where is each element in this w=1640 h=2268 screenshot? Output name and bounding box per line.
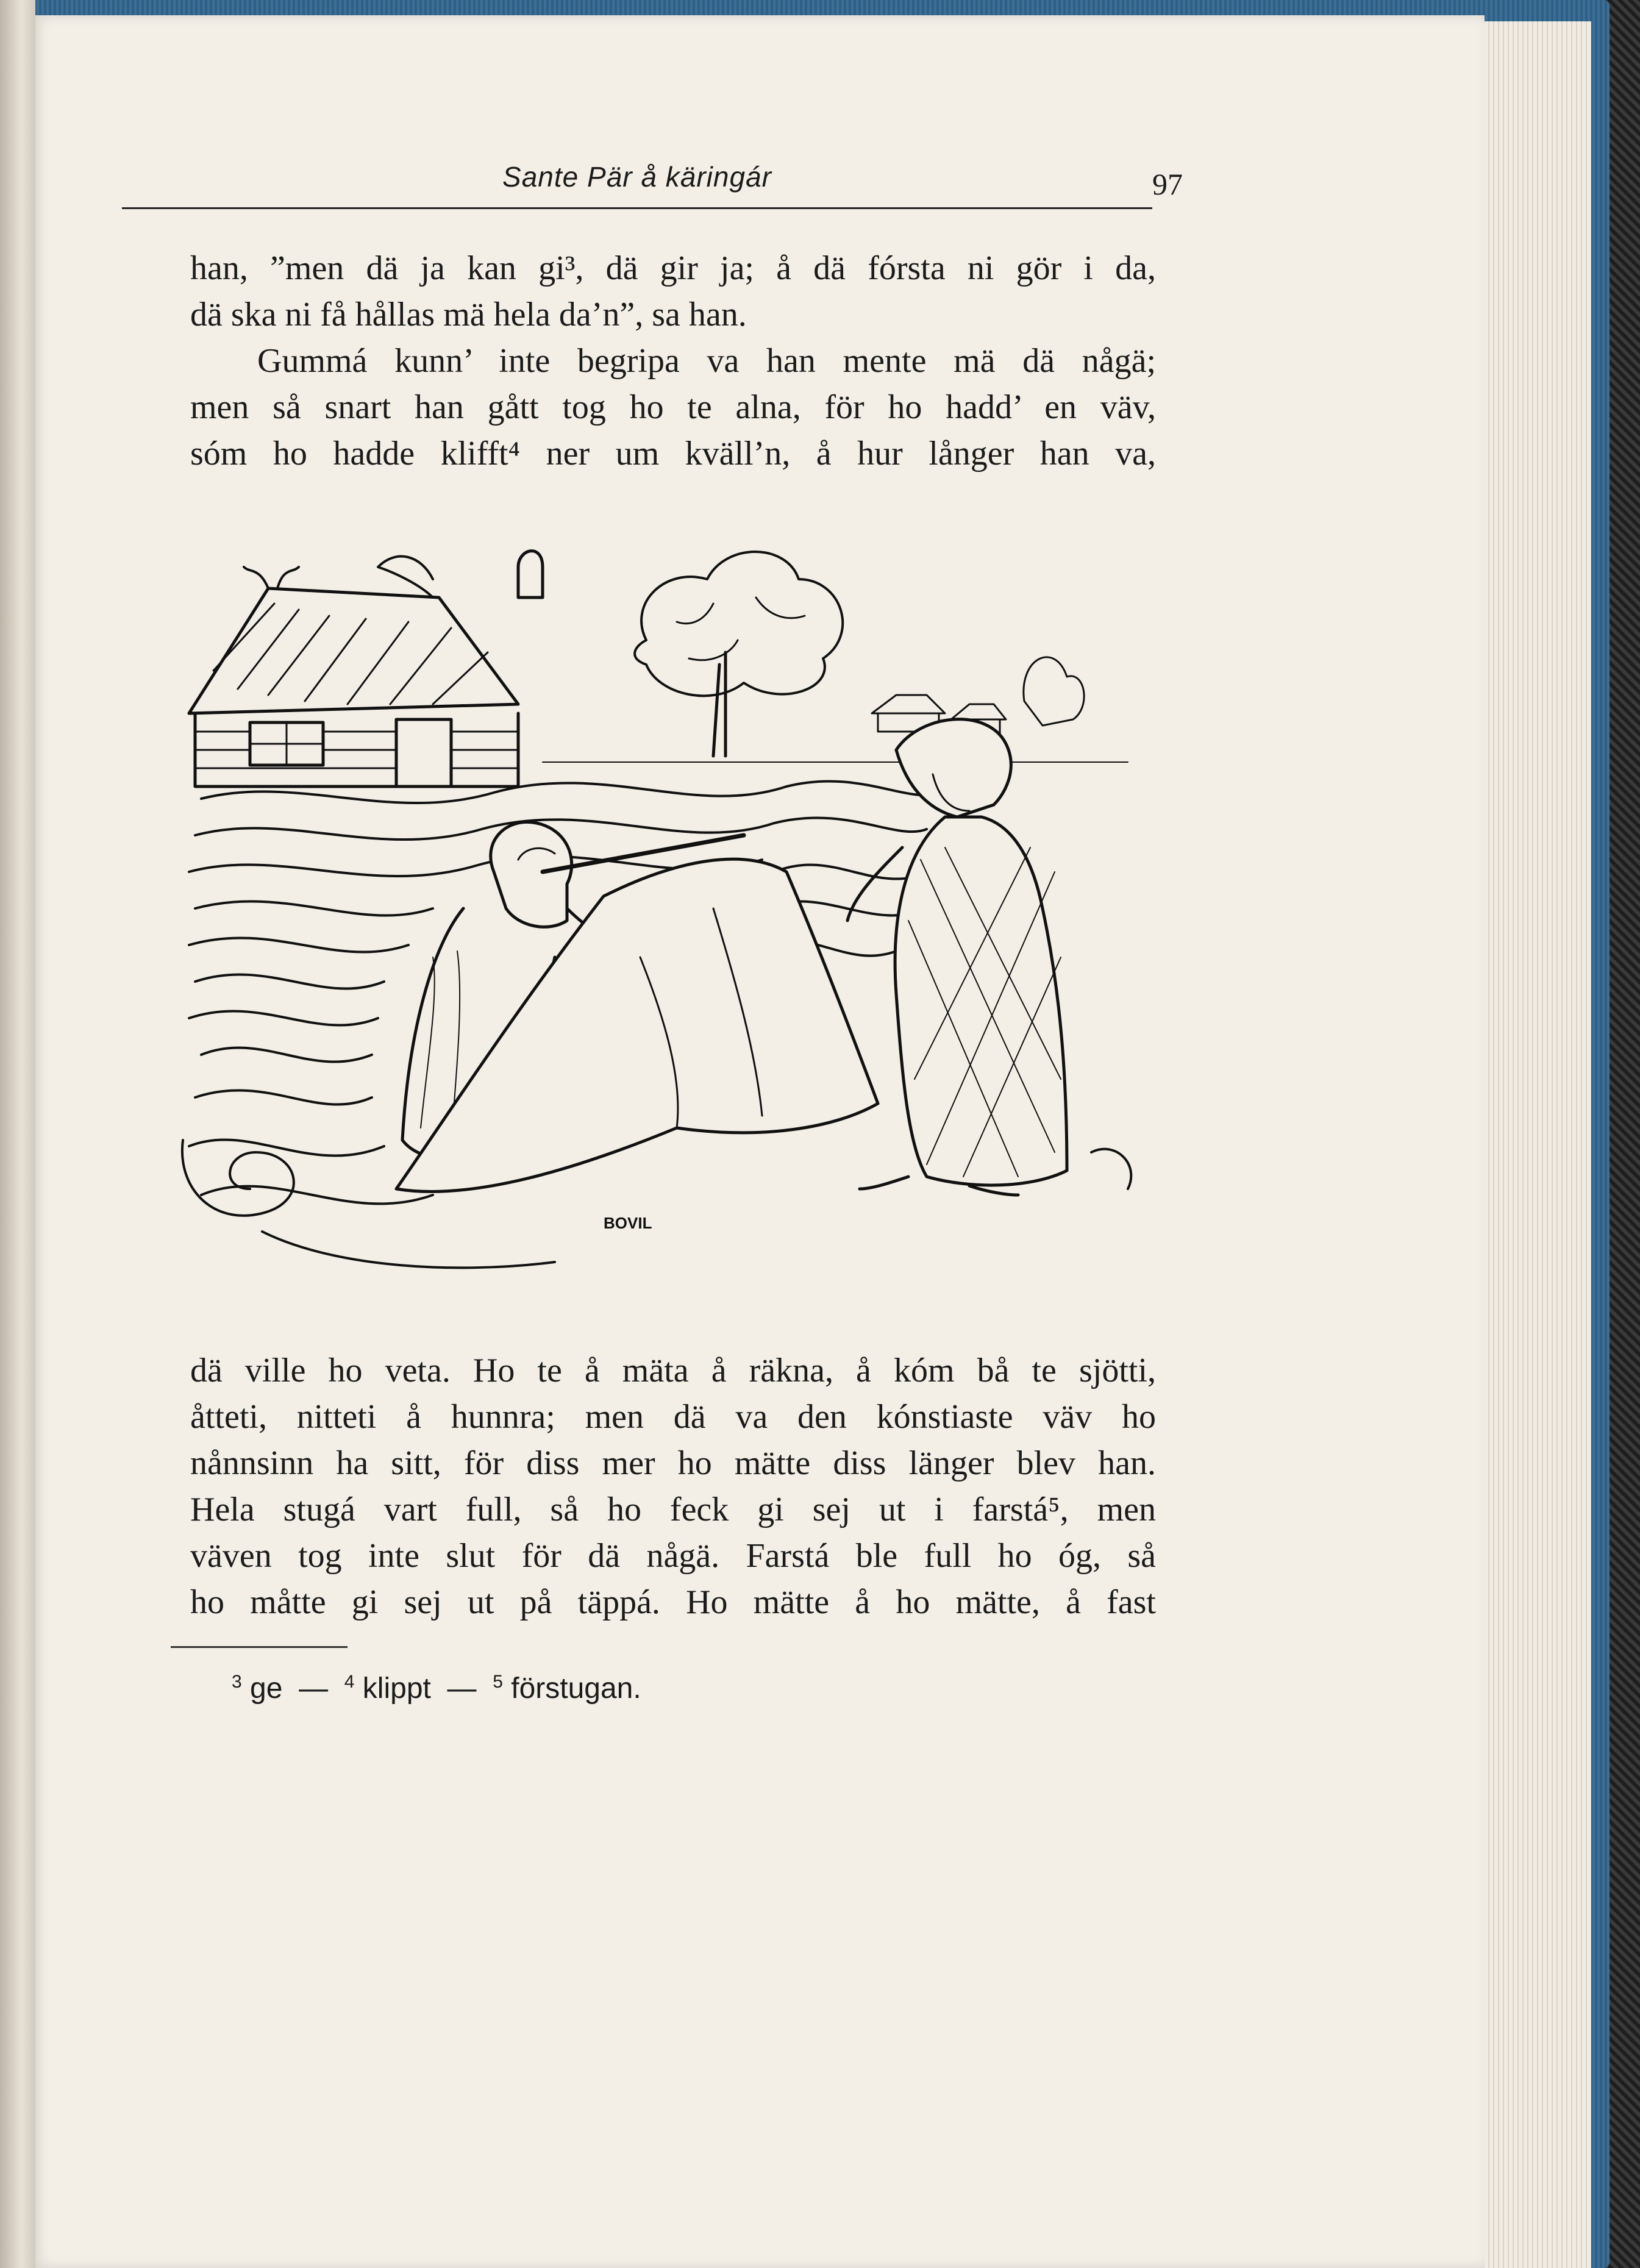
text-line: Gummá kunn’ inte begripa va han mente mä dä någä;	[257, 342, 1156, 380]
footnote-marker: 3	[232, 1672, 242, 1692]
paragraph-bottom	[190, 1347, 1156, 1625]
header-rule	[122, 207, 1152, 209]
footnote-marker: 4	[344, 1672, 355, 1692]
text-line: men så snart han gått tog ho te alna, för ho hadd’ en väv,	[190, 388, 1156, 426]
running-head	[122, 155, 1183, 204]
facing-page-edge	[0, 0, 35, 2268]
footnotes: $^3$ ge — $^4$ klippt — $^5$ förstugan.	[232, 1672, 641, 1705]
footnote-text: ge	[250, 1672, 283, 1705]
text-line: åtteti, nitteti å hunnra; men dä va den kónstiaste väv ho	[190, 1398, 1156, 1436]
standing-woman-drawing	[847, 719, 1067, 1195]
text-line: ho måtte gi sej ut på täppá. Ho mätte å ho mätte, å fast	[190, 1583, 1156, 1621]
artist-signature: BOVIL	[604, 1214, 652, 1232]
kneeling-woman-drawing	[396, 822, 878, 1191]
text-line: väven tog inte slut för dä någä. Farstá ble full ho óg, så	[190, 1537, 1156, 1575]
running-title: Sante Pär å käringár	[502, 161, 772, 193]
page-number: 97	[1152, 167, 1183, 201]
footnote-text: förstugan.	[511, 1672, 641, 1705]
text-line: nånnsinn ha sitt, för diss mer ho mätte diss länger blev han.	[190, 1444, 1156, 1482]
text-line: Hela stugá vart full, så ho feck gi sej ut i farstá⁵, men	[190, 1491, 1156, 1528]
footnote-marker: 5	[493, 1672, 503, 1692]
tree-drawing	[635, 552, 843, 756]
illustration	[177, 530, 1152, 1317]
footnote-text: klippt	[362, 1672, 431, 1705]
distant-farm-drawing	[543, 657, 1128, 762]
text-line: dä ville ho veta. Ho te å mäta å räkna, å kóm bå te sjötti,	[190, 1352, 1156, 1389]
text-line: dä ska ni få hållas mä hela da’n”, sa han.	[190, 296, 747, 333]
text-line: sóm ho hadde klifft⁴ ner um kväll’n, å hur långer han va,	[190, 435, 1156, 472]
text-line: han, ”men dä ja kan gi³, dä gir ja; å dä fórsta ni gör i da,	[190, 249, 1156, 287]
cottage-drawing	[189, 551, 543, 786]
paragraph-top	[190, 245, 1156, 477]
footnote-rule	[171, 1646, 348, 1648]
page-stack-edge	[1485, 21, 1591, 2268]
